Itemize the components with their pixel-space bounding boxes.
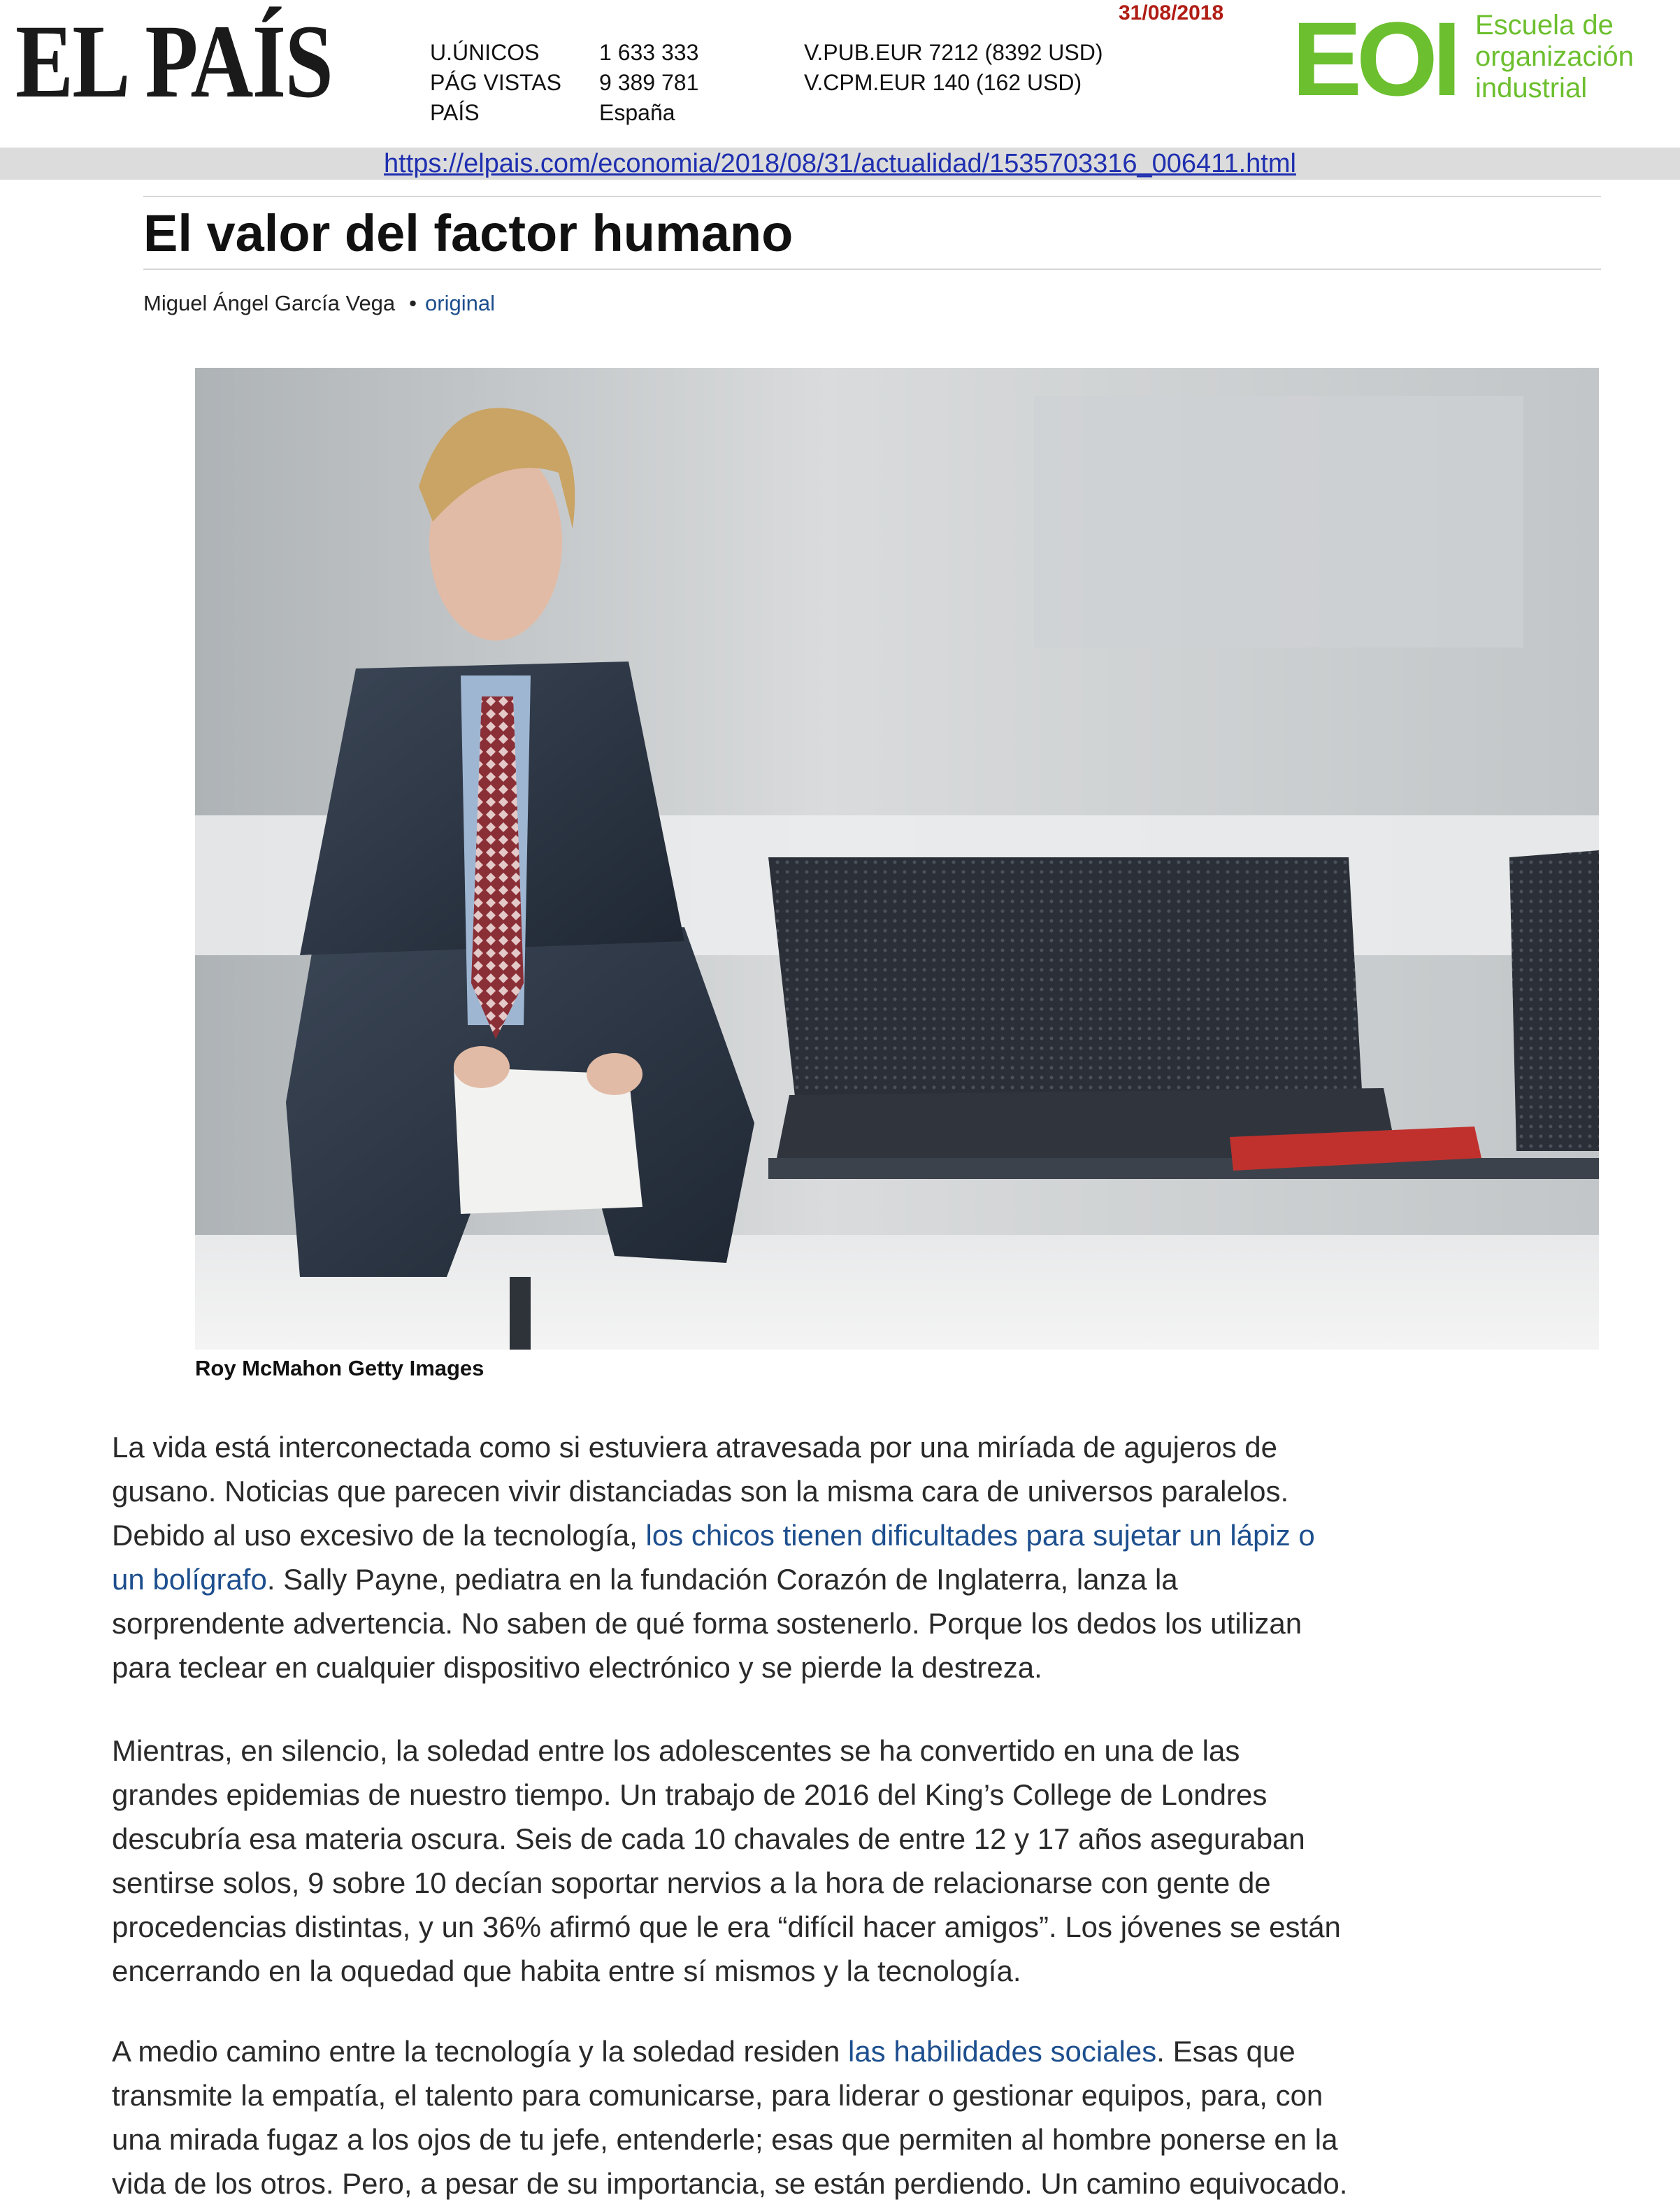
- text-line: [112, 1905, 1601, 1949]
- text-line: [112, 1469, 1601, 1513]
- metric-label-pais: PAÍS: [430, 100, 480, 125]
- article-photo: [195, 368, 1599, 1350]
- metrics-labels: [430, 38, 561, 128]
- inline-link[interactable]: los chicos tienen dificultades para sujetar un lápiz o: [645, 1519, 1315, 1552]
- metric-value-pais: España: [599, 100, 675, 125]
- text-segment: . Sally Payne, pediatra en la fundación Corazón de Inglaterra, lanza la: [266, 1563, 1178, 1596]
- text-segment: gusano. Noticias que parecen vivir distanciadas son la misma cara de universos paralelos.: [112, 1475, 1289, 1508]
- text-line: [112, 1601, 1601, 1645]
- source-url-link[interactable]: https://elpais.com/economia/2018/08/31/actualidad/1535703316_006411.html: [384, 149, 1296, 178]
- text-segment: procedencias distintas, y un 36% afirmó que le era “difícil hacer amigos”. Los jóvenes se están: [112, 1910, 1341, 1943]
- metric-label-pag-vistas: PÁG VISTAS: [430, 70, 561, 95]
- text-line: [112, 1425, 1601, 1469]
- text-line: [112, 2029, 1601, 2073]
- text-line: [112, 1773, 1601, 1817]
- text-line: [112, 1817, 1601, 1861]
- text-segment: sorprendente advertencia. No saben de qué forma sostenerlo. Porque los dedos los utilizan: [112, 1607, 1302, 1640]
- eoi-wordmark: [1475, 10, 1634, 104]
- text-line: [112, 2073, 1601, 2117]
- paragraph-1: [112, 1425, 1601, 1689]
- paragraph-3: [112, 2029, 1601, 2206]
- byline: [143, 288, 495, 319]
- photo-illustration: [195, 368, 1599, 1350]
- article-title: El valor del factor humano: [143, 204, 794, 262]
- inline-link[interactable]: un bolígrafo: [112, 1563, 267, 1596]
- text-line: [112, 1645, 1601, 1689]
- text-line: [112, 1557, 1601, 1601]
- metric-vcpm: V.CPM.EUR 140 (162 USD): [804, 70, 1082, 95]
- paragraph-2: [112, 1729, 1601, 1993]
- text-line: [112, 2117, 1601, 2161]
- text-segment: . Esas que: [1156, 2035, 1295, 2068]
- text-segment: grandes epidemias de nuestro tiempo. Un trabajo de 2016 del King’s College de Londres: [112, 1778, 1268, 1811]
- clipping-date: 31/08/2018: [1119, 1, 1224, 24]
- title-top-rule: [143, 196, 1601, 197]
- metric-vpub: V.PUB.EUR 7212 (8392 USD): [804, 40, 1103, 65]
- elpais-logo: EL PAÍS: [15, 3, 333, 120]
- title-bottom-rule: [143, 269, 1601, 270]
- original-link[interactable]: original: [425, 291, 495, 315]
- text-segment: A medio camino entre la tecnología y la soledad residen: [112, 2035, 848, 2068]
- text-segment: una mirada fugaz a los ojos de tu jefe, entenderle; esas que permiten al hombre ponerse en la: [112, 2123, 1338, 2156]
- text-line: [112, 1949, 1601, 1993]
- text-line: [112, 1513, 1601, 1557]
- metric-value-unicos: 1 633 333: [599, 40, 699, 65]
- eoi-line-3: industrial: [1475, 73, 1588, 103]
- byline-separator: •: [409, 291, 417, 315]
- metrics-ad-values: [804, 38, 1103, 98]
- text-segment: Mientras, en silencio, la soledad entre los adolescentes se ha convertido en una de las: [112, 1734, 1240, 1767]
- photo-caption: Roy McMahon Getty Images: [195, 1356, 484, 1380]
- metrics-values: [599, 38, 698, 128]
- text-segment: descubría esa materia oscura. Seis de cada 10 chavales de entre 12 y 17 años aseguraban: [112, 1822, 1305, 1855]
- eoi-logo-mark: EOI: [1292, 10, 1456, 115]
- text-line: [112, 1729, 1601, 1773]
- text-line: [112, 1861, 1601, 1905]
- eoi-line-2: organización: [1475, 41, 1634, 72]
- text-line: [112, 2161, 1601, 2206]
- author-name: Miguel Ángel García Vega: [143, 291, 396, 315]
- eoi-line-1: Escuela de: [1475, 10, 1614, 41]
- text-segment: Debido al uso excesivo de la tecnología,: [112, 1519, 646, 1552]
- inline-link[interactable]: las habilidades sociales: [847, 2035, 1157, 2068]
- text-segment: sentirse solos, 9 sobre 10 decían soportar nervios a la hora de relacionarse con gente de: [112, 1866, 1271, 1899]
- text-segment: vida de los otros. Pero, a pesar de su importancia, se están perdiendo. Un camino equivocado.: [112, 2167, 1348, 2200]
- text-segment: encerrando en la oquedad que habita entre sí mismos y la tecnología.: [112, 1954, 1021, 1987]
- metric-value-pag-vistas: 9 389 781: [599, 70, 699, 95]
- metric-label-unicos: U.ÚNICOS: [430, 40, 540, 65]
- text-segment: para teclear en cualquier dispositivo electrónico y se pierde la destreza.: [112, 1651, 1042, 1684]
- text-segment: transmite la empatía, el talento para comunicarse, para liderar o gestionar equipos, para, con: [112, 2079, 1323, 2112]
- text-segment: La vida está interconectada como si estuviera atravesada por una miríada de agujeros de: [112, 1431, 1277, 1464]
